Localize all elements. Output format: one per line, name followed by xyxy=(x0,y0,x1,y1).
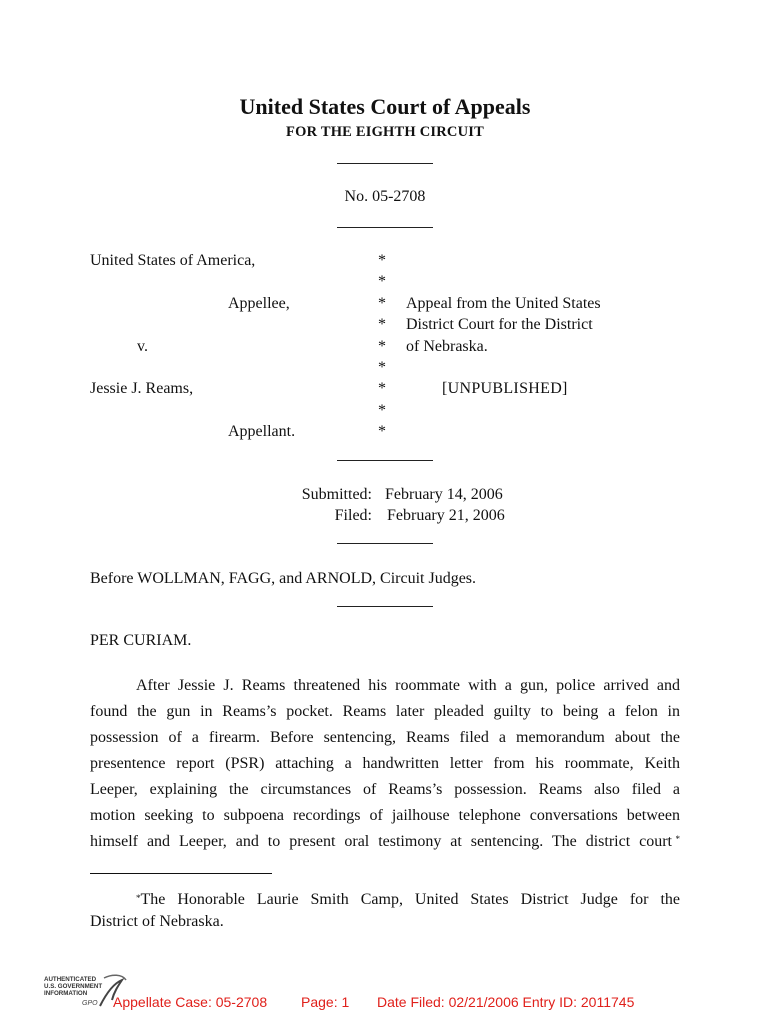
caption-star: * xyxy=(378,338,386,355)
per-curiam-heading: PER CURIAM. xyxy=(90,632,192,649)
separator-rule xyxy=(337,543,433,544)
opinion-line: After Jessie J. Reams threatened his roommate with a gun, police arrived and xyxy=(136,677,680,694)
footnote-text: The Honorable Laurie Smith Camp, United States District Judge for the xyxy=(140,891,680,908)
submitted-date: February 14, 2006 xyxy=(385,486,503,503)
opinion-line: motion seeking to subpoena recordings of jailhouse telephone conversations between xyxy=(90,807,680,824)
caption-star: * xyxy=(378,359,386,376)
caption-star: * xyxy=(378,402,386,419)
footer-page-number: Page: 1 xyxy=(301,994,350,1010)
appeal-from-line: of Nebraska. xyxy=(406,338,488,355)
panel-judges: Before WOLLMAN, FAGG, and ARNOLD, Circuit Judges. xyxy=(90,570,477,587)
caption-star: * xyxy=(378,273,386,290)
footnote-line xyxy=(90,889,680,911)
caption-star: * xyxy=(378,423,386,440)
opinion-paragraph xyxy=(90,673,680,855)
appellee-role: Appellee, xyxy=(228,295,290,312)
appeal-from-line: District Court for the District xyxy=(406,316,593,333)
court-title: United States Court of Appeals xyxy=(239,94,531,119)
filed-date: February 21, 2006 xyxy=(387,507,505,524)
logo-line: U.S. GOVERNMENT xyxy=(44,983,103,990)
logo-line: INFORMATION xyxy=(44,990,88,997)
caption-star: * xyxy=(378,295,386,312)
opinion-line: presentence report (PSR) attaching a handwritten letter from his roommate, Keith xyxy=(90,755,680,772)
footnote-reference: * xyxy=(675,834,680,844)
footer-date-filed: Date Filed: 02/21/2006 Entry ID: 2011745 xyxy=(377,994,635,1010)
opinion-line-last xyxy=(90,829,680,855)
logo-line: AUTHENTICATED xyxy=(44,976,97,983)
filed-label: Filed: xyxy=(334,507,372,524)
opinion-line: Leeper, explaining the circumstances of Reams’s possession. Reams also filed a xyxy=(90,781,680,798)
versus-label: v. xyxy=(137,338,148,355)
footer-case-number: Appellate Case: 05-2708 xyxy=(113,994,268,1010)
caption-star: * xyxy=(378,380,386,397)
circuit-name: FOR THE EIGHTH CIRCUIT xyxy=(286,124,484,140)
caption-star: * xyxy=(378,252,386,269)
unpublished-status: [UNPUBLISHED] xyxy=(442,380,568,397)
separator-rule xyxy=(337,227,433,228)
separator-rule xyxy=(337,460,433,461)
appellant-party: Jessie J. Reams, xyxy=(90,380,194,397)
appellee-party: United States of America, xyxy=(90,252,256,269)
opinion-line: possession of a firearm. Before sentencing, Reams filed a memorandum about the xyxy=(90,729,680,746)
opinion-line: found the gun in Reams’s pocket. Reams later pleaded guilty to being a felon in xyxy=(90,703,680,720)
caption-star: * xyxy=(378,316,386,333)
footnote-rule xyxy=(90,873,272,874)
separator-rule xyxy=(337,163,433,164)
appeal-from-line: Appeal from the United States xyxy=(406,295,601,312)
separator-rule xyxy=(337,606,433,607)
footnote xyxy=(90,889,680,933)
logo-mark: GPO xyxy=(82,1000,98,1007)
docket-number: No. 05-2708 xyxy=(344,188,426,205)
opinion-line: himself and Leeper, and to present oral testimony at sentencing. The district court xyxy=(90,833,672,850)
footnote-line: District of Nebraska. xyxy=(90,913,224,930)
submitted-label: Submitted: xyxy=(301,486,372,503)
footnote-marker: * xyxy=(136,893,141,903)
appellant-role: Appellant. xyxy=(228,423,296,440)
